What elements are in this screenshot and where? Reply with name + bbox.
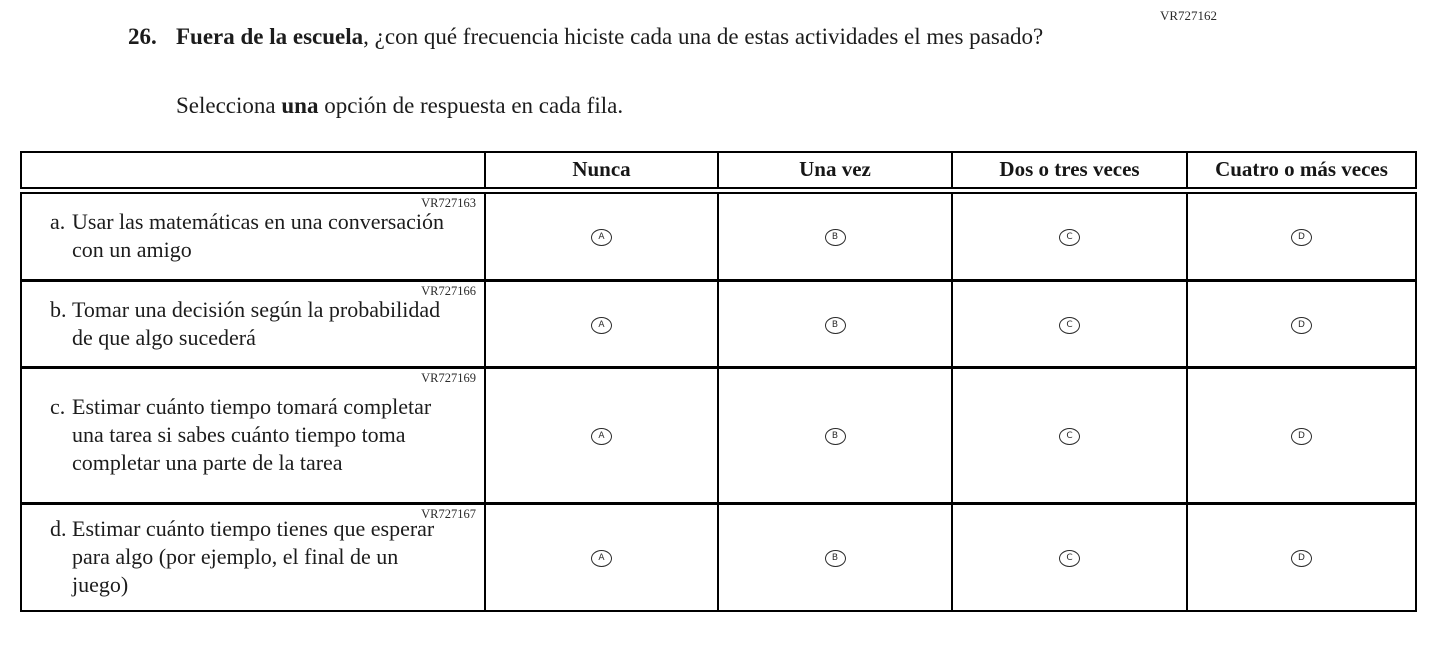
row-d-bubble-b[interactable] bbox=[825, 550, 846, 567]
empty-stub-header bbox=[21, 152, 485, 190]
bubble-letter: A bbox=[598, 232, 605, 242]
row-b-option-cell-cuatro-o-mas bbox=[1187, 280, 1416, 367]
row-c-text: Estimar cuánto tiempo tomará completar una tarea si sabes cuánto tiempo toma completar una parte de la tarea bbox=[72, 394, 432, 475]
row-c-option-cell-dos-o-tres bbox=[952, 367, 1187, 503]
instruction-bold: una bbox=[281, 93, 319, 118]
row-d-option-cell-nunca bbox=[485, 503, 718, 611]
row-b-option-cell-dos-o-tres bbox=[952, 280, 1187, 367]
row-a-option-cell-dos-o-tres bbox=[952, 190, 1187, 280]
bubble-letter: D bbox=[1298, 232, 1305, 242]
row-d-bubble-a[interactable] bbox=[591, 550, 612, 567]
row-d-item bbox=[50, 515, 474, 599]
row-a-bubble-a[interactable] bbox=[591, 229, 612, 246]
row-b-item bbox=[50, 296, 474, 352]
row-b-bubble-a[interactable] bbox=[591, 317, 612, 334]
bubble-letter: B bbox=[831, 431, 839, 441]
row-c-bubble-b[interactable] bbox=[825, 428, 846, 445]
row-c-item bbox=[50, 393, 474, 477]
row-c-option-cell-nunca bbox=[485, 367, 718, 503]
row-d-option-cell-cuatro-o-mas bbox=[1187, 503, 1416, 611]
bubble-letter: C bbox=[1066, 319, 1073, 330]
row-b-bubble-b[interactable] bbox=[825, 317, 846, 334]
row-d-code: VR727167 bbox=[421, 506, 476, 521]
row-b-label-cell bbox=[21, 280, 485, 367]
row-a-label-cell bbox=[21, 190, 485, 280]
instruction-text bbox=[176, 91, 623, 121]
row-c-bubble-c[interactable] bbox=[1059, 428, 1080, 445]
column-header-una-vez: Una vez bbox=[718, 152, 952, 190]
bubble-letter: A bbox=[598, 553, 605, 564]
row-c-bubble-a[interactable] bbox=[591, 428, 612, 445]
row-a-text: Usar las matemáticas en una conversación con un amigo bbox=[72, 209, 445, 262]
bubble-letter: D bbox=[1298, 553, 1305, 564]
row-d-bubble-d[interactable] bbox=[1291, 550, 1312, 567]
bubble-letter: B bbox=[831, 232, 839, 242]
table-row-a bbox=[21, 190, 1416, 280]
question-bold-lead: Fuera de la escuela bbox=[176, 24, 364, 49]
row-b-bubble-d[interactable] bbox=[1291, 317, 1312, 334]
row-d-option-cell-dos-o-tres bbox=[952, 503, 1187, 611]
header-row bbox=[21, 152, 1416, 190]
row-c-label-cell bbox=[21, 367, 485, 503]
response-grid-table bbox=[20, 151, 1417, 612]
row-b-bubble-c[interactable] bbox=[1059, 317, 1080, 334]
bubble-letter: A bbox=[598, 431, 605, 441]
table-row-b bbox=[21, 280, 1416, 367]
row-a-option-cell-nunca bbox=[485, 190, 718, 280]
question-text bbox=[176, 21, 1081, 52]
instruction-post: opción de respuesta en cada fila. bbox=[318, 93, 624, 118]
bubble-letter: D bbox=[1298, 319, 1305, 330]
question-rest: , ¿con qué frecuencia hiciste cada una de estas actividades el mes pasado? bbox=[363, 24, 1044, 49]
row-c-option-cell-cuatro-o-mas bbox=[1187, 367, 1416, 503]
row-c-option-cell-una-vez bbox=[718, 367, 952, 503]
row-c-code: VR727169 bbox=[421, 370, 476, 385]
bubble-letter: B bbox=[831, 319, 839, 330]
row-a-code: VR727163 bbox=[421, 195, 476, 210]
table-row-c bbox=[21, 367, 1416, 503]
row-d-option-cell-una-vez bbox=[718, 503, 952, 611]
row-b-option-cell-nunca bbox=[485, 280, 718, 367]
table-row-d bbox=[21, 503, 1416, 611]
row-c-bubble-d[interactable] bbox=[1291, 428, 1312, 445]
instruction-pre: Selecciona bbox=[176, 93, 282, 118]
row-a-letter: a. bbox=[50, 209, 66, 234]
column-header-cuatro-o-mas-veces: Cuatro o más veces bbox=[1187, 152, 1416, 190]
bubble-letter: A bbox=[598, 319, 605, 330]
row-a-item bbox=[50, 208, 474, 264]
row-d-bubble-c[interactable] bbox=[1059, 550, 1080, 567]
row-d-label-cell bbox=[21, 503, 485, 611]
row-a-bubble-c[interactable] bbox=[1059, 229, 1080, 246]
row-d-text: Estimar cuánto tiempo tienes que esperar para algo (por ejemplo, el final de un juego) bbox=[72, 516, 435, 598]
row-d-letter: d. bbox=[50, 516, 67, 542]
question-number: 26. bbox=[128, 24, 157, 49]
form-code-top-right: VR727162 bbox=[1160, 8, 1218, 23]
column-header-dos-o-tres-veces: Dos o tres veces bbox=[952, 152, 1187, 190]
bubble-letter: C bbox=[1066, 232, 1073, 242]
row-c-letter: c. bbox=[50, 394, 66, 419]
row-b-option-cell-una-vez bbox=[718, 280, 952, 367]
row-b-code: VR727166 bbox=[421, 283, 476, 298]
bubble-letter: C bbox=[1066, 431, 1073, 441]
row-b-text: Tomar una decisión según la probabilidad de que algo sucederá bbox=[72, 296, 441, 350]
row-b-letter: b. bbox=[50, 296, 67, 322]
bubble-letter: C bbox=[1066, 553, 1073, 564]
row-a-bubble-d[interactable] bbox=[1291, 229, 1312, 246]
row-a-option-cell-una-vez bbox=[718, 190, 952, 280]
bubble-letter: D bbox=[1298, 431, 1305, 441]
column-header-nunca: Nunca bbox=[485, 152, 718, 190]
row-a-bubble-b[interactable] bbox=[825, 229, 846, 246]
bubble-letter: B bbox=[831, 553, 839, 564]
question-block bbox=[128, 21, 1081, 52]
row-a-option-cell-cuatro-o-mas bbox=[1187, 190, 1416, 280]
